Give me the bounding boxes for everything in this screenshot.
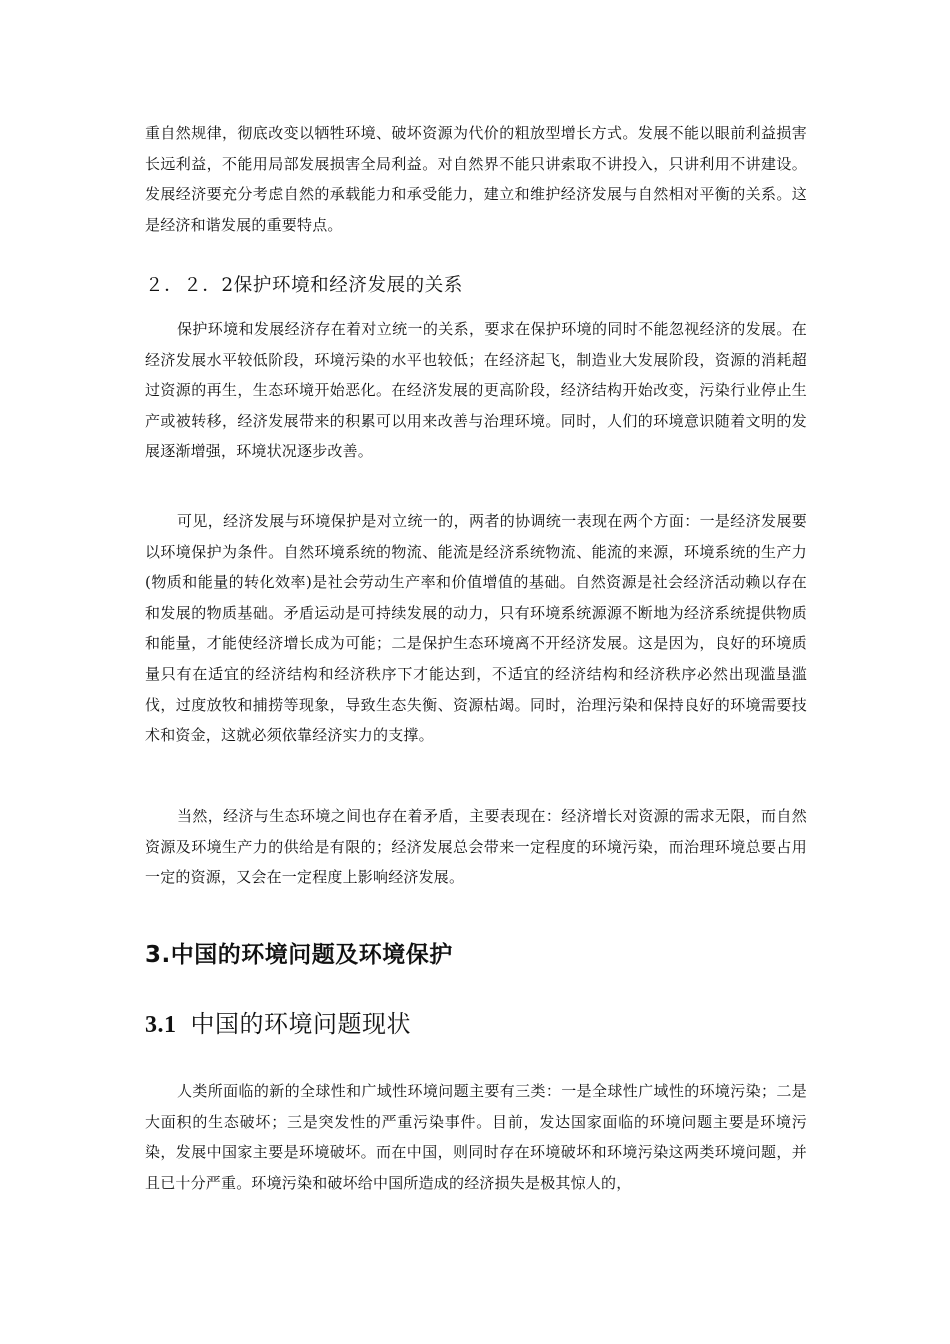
- heading-section-3-1-title: 中国的环境问题现状: [190, 1010, 411, 1038]
- heading-section-3-1: [145, 1004, 411, 1039]
- heading-section-3-1-number: 3.1: [145, 1012, 177, 1038]
- paragraph-natural-laws: 重自然规律，彻底改变以牺牲环境、破坏资源为代价的粗放型增长方式。发展不能以眼前利益损害长远利益，不能用局部发展损害全局利益。对自然界不能只讲索取不讲投入，只讲利用不讲建设。发展经济要充分考虑自然的承载能力和承受能力，建立和维护经济发展与自然相对平衡的关系。这是经济和谐发展的重要特点。: [145, 124, 807, 234]
- paragraph-unity-of-opposites: 可见，经济发展与环境保护是对立统一的，两者的协调统一表现在两个方面：一是经济发展要以环境保护为条件。自然环境系统的物流、能流是经济系统物流、能流的来源，环境系统的生产力(物质和能量的转化效率)是社会劳动生产率和价值增值的基础。自然资源是社会经济活动赖以存在和发展的物质基础。矛盾运动是可持续发展的动力，只有环境系统源源不断地为经济系统提供物质和能量，才能使经济增长成为可能；二是保护生态环境离不开经济发展。这是因为，良好的环境质量只有在适宜的经济结构和经济秩序下才能达到，不适宜的经济结构和经济秩序必然出现滥垦滥伐，过度放牧和捕捞等现象，导致生态失衡、资源枯竭。同时，治理污染和保持良好的环境需要技术和资金，这就必须依靠经济实力的支撑。: [145, 512, 807, 745]
- paragraph-china-environment-status: 人类所面临的新的全球性和广域性环境问题主要有三类：一是全球性广域性的环境污染；二是大面积的生态破坏；三是突发性的严重污染事件。目前，发达国家面临的环境问题主要是环境污染，发展中国家主要是环境破坏。而在中国，则同时存在环境破坏和环境污染这两类环境问题，并且已十分严重。环境污染和破坏给中国所造成的经济损失是极其惊人的，: [145, 1082, 807, 1192]
- paragraph-environment-economy-relation: 保护环境和发展经济存在着对立统一的关系，要求在保护环境的同时不能忽视经济的发展。在经济发展水平较低阶段，环境污染的水平也较低；在经济起飞，制造业大发展阶段，资源的消耗超过资源的再生，生态环境开始恶化。在经济发展的更高阶段，经济结构开始改变，污染行业停止生产或被转移，经济发展带来的积累可以用来改善与治理环境。同时，人们的环境意识随着文明的发展逐渐增强，环境状况逐步改善。: [145, 320, 807, 461]
- heading-section-3: 3.中国的环境问题及环境保护: [145, 942, 453, 968]
- paragraph-contradictions: 当然，经济与生态环境之间也存在着矛盾，主要表现在：经济增长对资源的需求无限，而自然资源及环境生产力的供给是有限的；经济发展总会带来一定程度的环境污染，而治理环境总要占用一定的资源，又会在一定程度上影响经济发展。: [145, 807, 807, 887]
- heading-2-2-2: ２．２．2保护环境和经济发展的关系: [145, 275, 463, 296]
